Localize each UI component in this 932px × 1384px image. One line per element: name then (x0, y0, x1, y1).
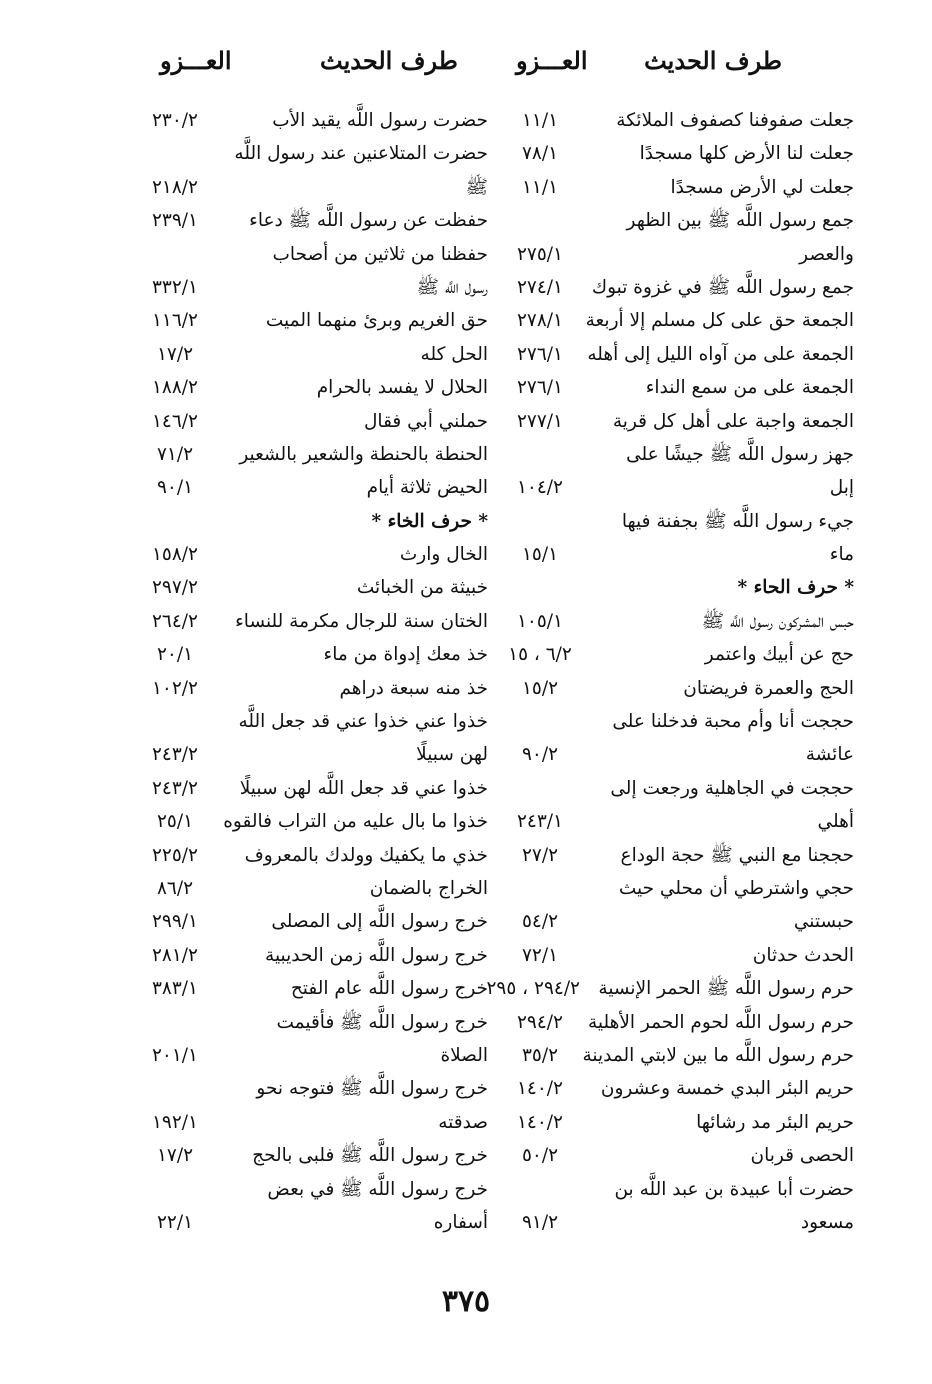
entry-ref: ١١٦/٢ (152, 310, 198, 332)
entry-text: الجمعة حق على كل مسلم إلا أربعة (585, 310, 854, 332)
right_column-entry (500, 505, 854, 538)
entry-ref: ٥٤/٢ (521, 911, 559, 933)
left_column-entry (150, 271, 488, 304)
entry-text: حرم رسول اللَّه لحوم الحمر الأهلية (587, 1011, 854, 1033)
entry-ref: ٢٩٩/١ (152, 911, 198, 933)
entry-text: لهن سبيلًا (416, 744, 488, 766)
entry-text: خرج رسول اللَّه ﷺ في بعض (267, 1178, 488, 1200)
right_column-entry (500, 1206, 854, 1239)
entry-text: حضرت أبا عبيدة بن عبد اللَّه بن (614, 1178, 854, 1200)
entry-ref: ١٥/٢ (521, 677, 559, 699)
entry-ref: ٣٨٣/١ (152, 978, 198, 1000)
entry-ref: ٨٦/٢ (156, 877, 194, 899)
entry-text: خرج رسول اللَّه زمن الحديبية (265, 944, 488, 966)
left_column-entry (150, 972, 488, 1005)
entry-text: ﷺ (465, 176, 488, 198)
entry-ref: ٢٩٧/٢ (152, 577, 198, 599)
right_column-entry (500, 271, 854, 304)
entry-ref: ١٥/١ (521, 544, 559, 566)
entry-ref: ٢٨١/٢ (152, 944, 198, 966)
left_column-entry (150, 738, 488, 771)
right_column-entry (486, 972, 854, 1005)
entry-text: * حرف الحاء * (737, 577, 854, 599)
entry-text: الحيض ثلاثة أيام (366, 477, 488, 499)
entry-text: الحنطة بالحنطة والشعير بالشعير (239, 443, 488, 465)
entry-text: جهز رسول اللَّه ﷺ جيشًا على (626, 443, 854, 465)
right_column-entry (500, 538, 854, 571)
entry-ref: ١٤٠/٢ (517, 1078, 563, 1100)
left-column (150, 104, 488, 1239)
entry-text: رسول اللَّه ﷺ (416, 276, 488, 298)
entry-text: حبستني (793, 911, 854, 933)
entry-ref: ٧١/٢ (156, 443, 194, 465)
header-ref-right: العـــزو (516, 46, 588, 75)
entry-ref: ٣٣٢/١ (152, 276, 198, 298)
entry-text: الحل كله (420, 343, 488, 365)
entry-text: حضرت رسول اللَّه يقيد الأب (272, 110, 488, 131)
entry-ref: ٢٤٣/١ (517, 811, 563, 833)
left_column-entry (150, 638, 488, 671)
right_column-entry (500, 238, 854, 271)
entry-text: الحج والعمرة فريضتان (683, 677, 854, 699)
right_column-entry (500, 405, 854, 438)
entry-ref: ٢٢٥/٢ (152, 844, 198, 866)
entry-text: أسفاره (433, 1211, 488, 1233)
entry-text: جعلت لي الأرض مسجدًا (670, 176, 854, 198)
right-column (486, 104, 854, 1239)
left_column-entry (150, 1006, 488, 1039)
entry-ref: ١٥٨/٢ (152, 544, 198, 566)
right_column-entry (500, 171, 854, 204)
entry-ref: ٢٥/١ (156, 811, 194, 833)
left_column-entry (150, 1173, 488, 1206)
entry-ref: ٢٧٨/١ (517, 310, 563, 332)
right_column-entry (500, 338, 854, 371)
entry-text: الحلال لا يفسد بالحرام (316, 377, 488, 399)
entry-text: حريم البئر البدي خمسة وعشرون (600, 1078, 854, 1100)
entry-ref: ١٨٨/٢ (152, 377, 198, 399)
entry-text: خرج رسول اللَّه ﷺ فلبى بالحج (252, 1145, 488, 1167)
left_column-entry (150, 405, 488, 438)
entry-text: حرم رسول اللَّه ﷺ الحمر الإنسية (598, 978, 854, 1000)
entry-text: خبيثة من الخبائث (356, 577, 488, 599)
entry-ref: ١٠٢/٢ (152, 677, 198, 699)
right_column-entry (500, 371, 854, 404)
right_column-entry (500, 939, 854, 972)
entry-text: حملني أبي فقال (363, 410, 488, 432)
entry-ref: ٢٣٩/١ (152, 210, 198, 232)
right_column-entry (500, 137, 854, 170)
entry-ref: ٢٩٤/٢ (517, 1011, 563, 1033)
entry-text: جيء رسول اللَّه ﷺ بجفنة فيها (621, 510, 854, 532)
right_column-section-heading (500, 571, 854, 604)
left_column-entry (150, 605, 488, 638)
right_column-entry (500, 104, 854, 137)
right_column-entry (500, 805, 854, 838)
entry-text: خرج رسول اللَّه عام الفتح (290, 978, 488, 1000)
entry-text: حريم البئر مد رشائها (696, 1111, 854, 1133)
entry-text: الخال وارث (399, 544, 488, 566)
entry-text: الجمعة على من آواه الليل إلى أهله (587, 343, 854, 365)
entry-text: أهلي (817, 811, 854, 833)
entry-text: حجي واشترطي أن محلي حيث (618, 877, 854, 899)
entry-ref: ٢٤٣/٢ (152, 744, 198, 766)
left_column-entry (150, 104, 488, 137)
left_column-section-heading (150, 505, 488, 538)
entry-text: حججنا مع النبي ﷺ حجة الوداع (620, 844, 854, 866)
entry-ref: ١٧/٢ (156, 343, 194, 365)
entry-ref: ٢٧٥/١ (517, 243, 563, 265)
entry-ref: ١٠٥/١ (517, 610, 563, 632)
entry-text: خرج رسول اللَّه ﷺ فأقيمت (276, 1011, 488, 1033)
left_column-entry (150, 805, 488, 838)
right_column-entry (500, 304, 854, 337)
header-hadith-left: طرف الحديث (320, 46, 458, 75)
right_column-entry (500, 1039, 854, 1072)
entry-ref: ١٤٠/٢ (517, 1111, 563, 1133)
entry-ref: ١٧/٢ (156, 1145, 194, 1167)
right_column-entry (500, 738, 854, 771)
entry-text: خذي ما يكفيك وولدك بالمعروف (244, 844, 488, 866)
entry-ref: ٢٠/١ (156, 644, 194, 666)
entry-text: حفظت عن رسول اللَّه ﷺ دعاء (249, 210, 488, 232)
entry-ref: ٢٩٤/٢ ، ٢٩٥ (486, 978, 580, 1000)
entry-text: إبل (829, 477, 854, 499)
entry-text: حججت في الجاهلية ورجعت إلى (610, 777, 854, 799)
entry-ref: ٢٧٦/١ (517, 343, 563, 365)
entry-text: خذوا ما بال عليه من التراب فالقوه (223, 811, 488, 833)
entry-text: مسعود (800, 1211, 854, 1233)
entry-text: حضرت المتلاعنين عند رسول اللَّه (234, 143, 488, 165)
left_column-entry (150, 705, 488, 738)
entry-ref: ٢٧٦/١ (517, 377, 563, 399)
left_column-entry (150, 171, 488, 204)
left_column-entry (150, 1072, 488, 1105)
right_column-entry (500, 905, 854, 938)
entry-ref: ٦/٢ ، ١٥ (508, 644, 572, 666)
entry-text: خذوا عني خذوا عني قد جعل اللَّه (238, 711, 488, 733)
entry-ref: ٩١/٢ (521, 1211, 559, 1233)
left_column-entry (150, 304, 488, 337)
entry-ref: ٣٥/٢ (521, 1044, 559, 1066)
entry-ref: ٢٧٧/١ (517, 410, 563, 432)
left_column-entry (150, 438, 488, 471)
entry-text: جعلت لنا الأرض كلها مسجدًا (639, 143, 854, 165)
right_column-entry (500, 605, 854, 638)
entry-text: عائشة (805, 744, 854, 766)
right_column-entry (500, 672, 854, 705)
entry-ref: ٢٠١/١ (152, 1044, 198, 1066)
left_column-entry (150, 1106, 488, 1139)
right_column-entry (500, 1072, 854, 1105)
entry-text: خرج رسول اللَّه ﷺ فتوجه نحو (256, 1078, 488, 1100)
left_column-entry (150, 571, 488, 604)
entry-text: حججت أنا وأم محبة فدخلنا على (612, 711, 854, 733)
entry-text: خذوا عني قد جعل اللَّه لهن سبيلًا (239, 777, 488, 799)
entry-text: حرم رسول اللَّه ما بين لابتي المدينة (582, 1044, 854, 1066)
right_column-entry (500, 705, 854, 738)
right_column-entry (500, 1173, 854, 1206)
entry-text: والعصر (799, 243, 854, 265)
entry-ref: ٥٠/٢ (521, 1145, 559, 1167)
left_column-entry (150, 772, 488, 805)
left_column-entry (150, 672, 488, 705)
entry-ref: ١٠٤/٢ (517, 477, 563, 499)
header-ref-left: العـــزو (160, 46, 232, 75)
left_column-entry (150, 338, 488, 371)
entry-text: الجمعة واجبة على أهل كل قرية (612, 410, 854, 432)
entry-text: ماء (829, 544, 854, 566)
entry-ref: ١٩٢/١ (152, 1111, 198, 1133)
entry-text: خذ معك إدواة من ماء (323, 644, 488, 666)
entry-text: جمع رسول اللَّه ﷺ بين الظهر (626, 210, 854, 232)
right_column-entry (500, 471, 854, 504)
left_column-entry (150, 538, 488, 571)
entry-ref: ٢٢/١ (156, 1211, 194, 1233)
left_column-entry (150, 238, 488, 271)
left_column-entry (150, 905, 488, 938)
entry-ref: ٢٣٠/٢ (152, 110, 198, 131)
entry-ref: ٢٧/٢ (521, 844, 559, 866)
entry-text: جعلت صفوفنا كصفوف الملائكة (616, 110, 854, 131)
entry-text: خرج رسول اللَّه إلى المصلى (271, 911, 488, 933)
left_column-entry (150, 204, 488, 237)
entry-ref: ٢٤٣/٢ (152, 777, 198, 799)
entry-text: الحدث حدثان (752, 944, 854, 966)
entry-ref: ١٤٦/٢ (152, 410, 198, 432)
entry-ref: ٩٠/٢ (521, 744, 559, 766)
left_column-entry (150, 371, 488, 404)
entry-text: خذ منه سبعة دراهم (339, 677, 488, 699)
entry-ref: ١١/١ (521, 176, 559, 198)
entry-ref: ٧٨/١ (521, 143, 559, 165)
entry-text: الحصى قربان (750, 1145, 854, 1167)
entry-text: حق الغريم وبرئ منهما الميت (265, 310, 488, 332)
left_column-entry (150, 137, 488, 170)
left_column-entry (150, 1139, 488, 1172)
header-hadith-right: طرف الحديث (644, 46, 782, 75)
entry-text: الختان سنة للرجال مكرمة للنساء (235, 610, 488, 632)
entry-text: الجمعة على من سمع النداء (645, 377, 854, 399)
left_column-entry (150, 471, 488, 504)
left_column-entry (150, 839, 488, 872)
right_column-entry (500, 1139, 854, 1172)
entry-text: * حرف الخاء * (371, 510, 488, 532)
entry-text: حج عن أبيك واعتمر (704, 644, 854, 666)
entry-ref: ٢١٨/٢ (152, 176, 198, 198)
right_column-entry (500, 638, 854, 671)
right_column-entry (500, 204, 854, 237)
entry-text: الصلاة (440, 1044, 488, 1066)
entry-ref: ٩٠/١ (156, 477, 194, 499)
entry-text: حبس المشركون رسول اللَّه ﷺ (701, 610, 854, 632)
left_column-entry (150, 872, 488, 905)
left_column-entry (150, 1039, 488, 1072)
left_column-entry (150, 1206, 488, 1239)
entry-ref: ١١/١ (521, 110, 559, 131)
entry-text: الخراج بالضمان (369, 877, 488, 899)
right_column-entry (500, 1006, 854, 1039)
page-number: ٣٧٥ (441, 1284, 491, 1319)
right_column-entry (500, 772, 854, 805)
entry-ref: ٢٦٤/٢ (152, 610, 198, 632)
entry-ref: ٢٧٤/١ (517, 276, 563, 298)
left_column-entry (150, 939, 488, 972)
right_column-entry (500, 438, 854, 471)
entry-text: حفظنا من ثلاثين من أصحاب (272, 243, 488, 265)
right_column-entry (500, 839, 854, 872)
entry-text: صدقته (438, 1111, 488, 1133)
right_column-entry (500, 872, 854, 905)
entry-text: جمع رسول اللَّه ﷺ في غزوة تبوك (591, 276, 854, 298)
entry-ref: ٧٢/١ (521, 944, 559, 966)
right_column-entry (500, 1106, 854, 1139)
